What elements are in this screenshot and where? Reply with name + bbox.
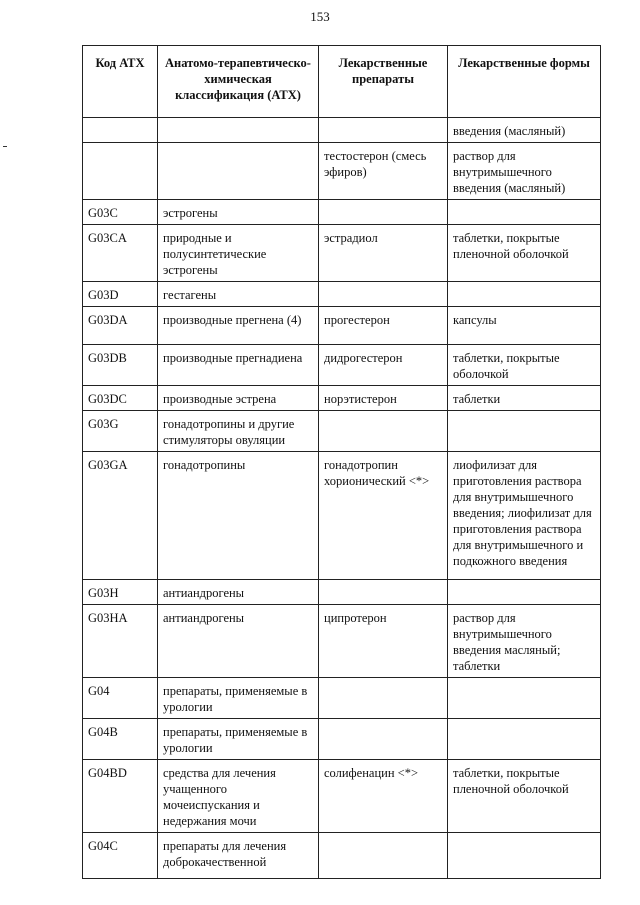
header-dosage-forms: Лекарственные формы <box>448 46 601 118</box>
cell-dosage-form <box>448 678 601 719</box>
cell-dosage-form <box>448 833 601 879</box>
cell-classification: гонадотропины <box>158 452 319 580</box>
cell-atc-code <box>83 143 158 200</box>
cell-classification: производные прегнадиена <box>158 345 319 386</box>
table-row <box>83 760 601 833</box>
cell-classification: производные эстрена <box>158 386 319 411</box>
cell-dosage-form: таблетки, покрытые оболочкой <box>448 345 601 386</box>
cell-drug: гонадотропин хорионический <*> <box>319 452 448 580</box>
table-row <box>83 282 601 307</box>
table-row <box>83 580 601 605</box>
cell-drug <box>319 282 448 307</box>
cell-dosage-form <box>448 580 601 605</box>
cell-drug <box>319 678 448 719</box>
cell-classification: средства для лечения учащенного мочеиспускания и недержания мочи <box>158 760 319 833</box>
table-row <box>83 307 601 345</box>
cell-classification: производные прегнена (4) <box>158 307 319 345</box>
cell-atc-code: G03DA <box>83 307 158 345</box>
cell-atc-code: G03DB <box>83 345 158 386</box>
header-atc-classification: Анатомо-терапевтическо-химическая классификация (АТХ) <box>158 46 319 118</box>
cell-classification: гонадотропины и другие стимуляторы овуляции <box>158 411 319 452</box>
table-row <box>83 719 601 760</box>
table-row <box>83 345 601 386</box>
cell-atc-code: G03D <box>83 282 158 307</box>
cell-dosage-form <box>448 719 601 760</box>
table-body <box>83 118 601 879</box>
cell-classification <box>158 118 319 143</box>
cell-dosage-form: раствор для внутримышечного введения масляный; таблетки <box>448 605 601 678</box>
cell-classification: гестагены <box>158 282 319 307</box>
cell-atc-code: G04BD <box>83 760 158 833</box>
table-row <box>83 452 601 580</box>
header-drugs: Лекарственные препараты <box>319 46 448 118</box>
cell-dosage-form: раствор для внутримышечного введения (масляный) <box>448 143 601 200</box>
cell-drug: тестостерон (смесь эфиров) <box>319 143 448 200</box>
cell-drug: ципротерон <box>319 605 448 678</box>
cell-classification: эстрогены <box>158 200 319 225</box>
cell-dosage-form: таблетки <box>448 386 601 411</box>
table-row <box>83 678 601 719</box>
cell-atc-code: G04C <box>83 833 158 879</box>
cell-drug <box>319 833 448 879</box>
cell-atc-code: G03G <box>83 411 158 452</box>
cell-dosage-form: капсулы <box>448 307 601 345</box>
table-row <box>83 833 601 879</box>
cell-drug <box>319 118 448 143</box>
table-row <box>83 411 601 452</box>
cell-classification: препараты, применяемые в урологии <box>158 719 319 760</box>
cell-drug: норэтистерон <box>319 386 448 411</box>
cell-classification: антиандрогены <box>158 605 319 678</box>
cell-dosage-form <box>448 411 601 452</box>
cell-atc-code: G04B <box>83 719 158 760</box>
cell-dosage-form: таблетки, покрытые пленочной оболочкой <box>448 760 601 833</box>
cell-dosage-form <box>448 200 601 225</box>
cell-dosage-form: таблетки, покрытые пленочной оболочкой <box>448 225 601 282</box>
cell-drug: прогестерон <box>319 307 448 345</box>
table-row <box>83 225 601 282</box>
cell-drug <box>319 580 448 605</box>
cell-classification: препараты, применяемые в урологии <box>158 678 319 719</box>
cell-drug <box>319 719 448 760</box>
cell-drug <box>319 411 448 452</box>
cell-atc-code: G03HA <box>83 605 158 678</box>
margin-mark <box>3 146 7 147</box>
cell-dosage-form: лиофилизат для приготовления раствора для внутримышечного введения; лиофилизат для приготовления раствора для внутримышечного и подкожного введения <box>448 452 601 580</box>
table-row <box>83 386 601 411</box>
page-number: 153 <box>310 9 330 24</box>
cell-drug: эстрадиол <box>319 225 448 282</box>
header-atc-code: Код АТХ <box>83 46 158 118</box>
cell-drug: солифенацин <*> <box>319 760 448 833</box>
table-row <box>83 118 601 143</box>
table-row <box>83 605 601 678</box>
cell-classification: антиандрогены <box>158 580 319 605</box>
cell-atc-code: G03CA <box>83 225 158 282</box>
cell-atc-code: G03H <box>83 580 158 605</box>
cell-atc-code: G03GA <box>83 452 158 580</box>
cell-atc-code: G03DC <box>83 386 158 411</box>
cell-atc-code: G04 <box>83 678 158 719</box>
table-row <box>83 143 601 200</box>
cell-drug <box>319 200 448 225</box>
cell-drug: дидрогестерон <box>319 345 448 386</box>
cell-classification: природные и полусинтетические эстрогены <box>158 225 319 282</box>
cell-dosage-form <box>448 282 601 307</box>
atc-drug-table <box>82 45 601 879</box>
cell-dosage-form: введения (масляный) <box>448 118 601 143</box>
cell-atc-code <box>83 118 158 143</box>
cell-atc-code: G03C <box>83 200 158 225</box>
cell-classification <box>158 143 319 200</box>
cell-classification: препараты для лечения доброкачественной <box>158 833 319 879</box>
table-header-row <box>83 46 601 118</box>
table-row <box>83 200 601 225</box>
